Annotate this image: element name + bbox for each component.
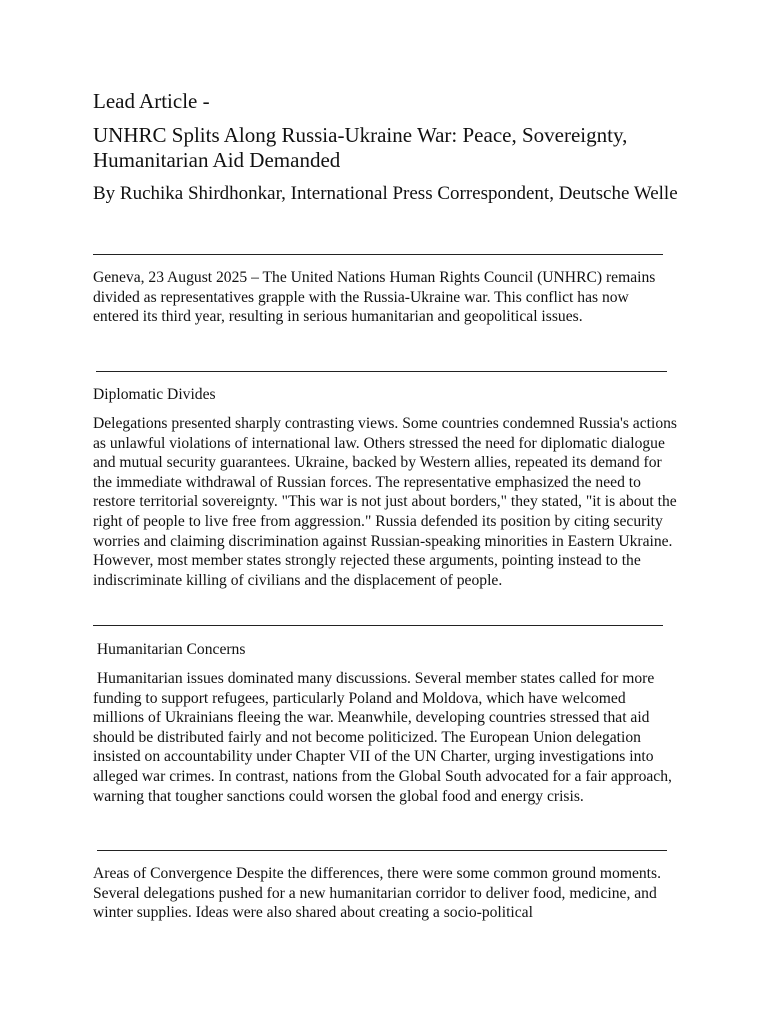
section-title-diplomatic-divides: Diplomatic Divides <box>93 386 216 403</box>
divider-rule <box>93 625 663 626</box>
section-body-humanitarian-concerns: Humanitarian issues dominated many discussions. Several member states called for more funding to support refugees, particularly Poland and Moldova, which have welcomed millions of Ukrainians fleeing the war. Meanwhile, developing countries stressed that aid should be distributed fairly and not become politicized. The European Union delegation insisted on accountability under Chapter VII of the UN Charter, urging investigations into alleged war crimes. In contrast, nations from the Global South advocated for a fair approach, warning that tougher sanctions could worsen the global food and energy crisis. <box>93 670 676 805</box>
article-headline: UNHRC Splits Along Russia-Ukraine War: Peace, Sovereignty, Humanitarian Aid Demanded <box>93 123 628 172</box>
article-kicker: Lead Article - <box>93 89 210 113</box>
article-byline: By Ruchika Shirdhonkar, International Press Correspondent, Deutsche Welle <box>93 183 678 204</box>
section-body-diplomatic-divides: Delegations presented sharply contrasting views. Some countries condemned Russia's actions as unlawful violations of international law. Others stressed the need for diplomatic dialogue and mutual security guarantees. Ukraine, backed by Western allies, repeated its demand for the immediate withdrawal of Russian forces. The representative emphasized the need to restore territorial sovereignty. "This war is not just about borders," they stated, "it is about the right of people to live free from aggression." Russia defended its position by citing security worries and claiming discrimination against Russian-speaking minorities in Eastern Ukraine. However, most member states strongly rejected these arguments, pointing instead to the indiscriminate killing of civilians and the displacement of people. <box>93 415 677 589</box>
article-intro: Geneva, 23 August 2025 – The United Nations Human Rights Council (UNHRC) remains divided as representatives grapple with the Russia-Ukraine war. This conflict has now entered its third year, resulting in serious humanitarian and geopolitical issues. <box>93 269 656 326</box>
section-title-humanitarian-concerns: Humanitarian Concerns <box>93 641 246 658</box>
divider-rule <box>93 254 663 255</box>
divider-rule <box>96 371 667 372</box>
section-body-areas-of-convergence: Areas of Convergence Despite the differences, there were some common ground moments. Several delegations pushed for a new humanitarian corridor to deliver food, medicine, and winter supplies. Ideas were also shared about creating a socio-political <box>93 865 661 922</box>
divider-rule <box>97 850 667 851</box>
